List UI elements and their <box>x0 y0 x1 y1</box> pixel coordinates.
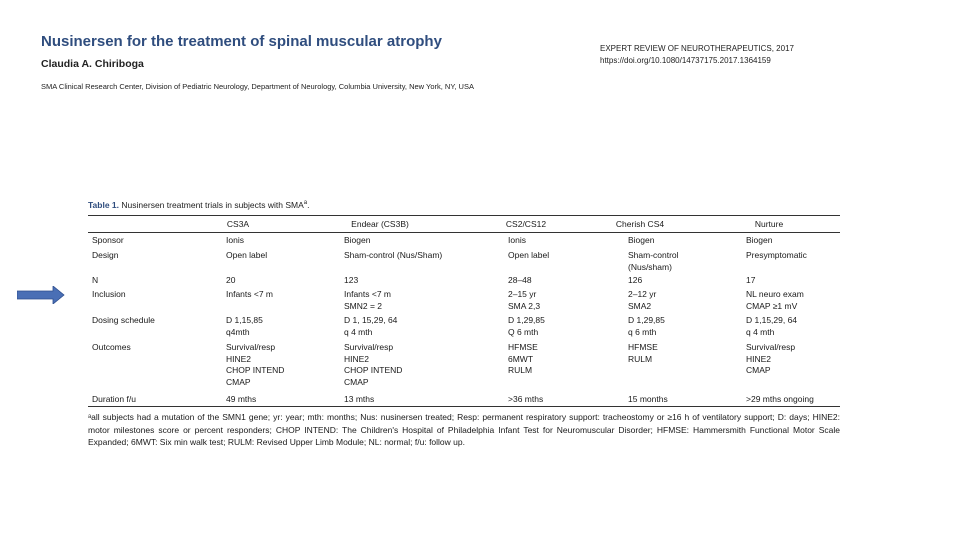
table-cell: Survival/resp HINE2 CHOP INTEND CMAP <box>344 342 403 387</box>
table-cell: Presymptomatic <box>746 250 807 260</box>
doi-link: https://doi.org/10.1080/14737175.2017.1364159 <box>600 56 771 65</box>
table-cell: Biogen <box>628 235 655 245</box>
table-cell: 13 mths <box>344 394 375 404</box>
author-affiliation: SMA Clinical Research Center, Division of Pediatric Neurology, Department of Neurology, Columbia University, New York, NY, USA <box>41 82 474 91</box>
table-cell: Biogen <box>746 235 773 245</box>
table-cell: HFMSE RULM <box>628 342 658 364</box>
journal-name: EXPERT REVIEW OF NEUROTHERAPEUTICS, 2017 <box>600 44 794 53</box>
table-cell: D 1,29,85 Q 6 mth <box>508 315 545 337</box>
table-caption-superscript: a <box>303 200 308 207</box>
table-header-rule <box>88 232 840 233</box>
table-cell: 2–15 yr SMA 2,3 <box>508 289 541 311</box>
table-cell: NL neuro exam CMAP ≥1 mV <box>746 289 804 311</box>
table-cell: Biogen <box>344 235 371 245</box>
table-cell: Sham-control (Nus/Sham) <box>344 250 443 260</box>
table-cell: Sham-control (Nus/sham) <box>628 250 679 272</box>
row-label: Sponsor <box>92 235 124 245</box>
row-label: Design <box>92 250 119 260</box>
table-caption-text: Nusinersen treatment trials in subjects with SMA <box>121 200 304 210</box>
table-cell: HFMSE 6MWT RULM <box>508 342 538 375</box>
table-cell: 123 <box>344 275 359 285</box>
column-header: CS3A <box>226 219 250 229</box>
row-label: N <box>92 275 99 285</box>
table-cell: Survival/resp HINE2 CHOP INTEND CMAP <box>226 342 285 387</box>
table-cell: 15 months <box>628 394 668 404</box>
table-cell: Open label <box>226 250 268 260</box>
table-label: Table 1. <box>88 200 120 210</box>
row-label: Dosing schedule <box>92 315 155 325</box>
pointer-arrow-icon <box>17 286 65 304</box>
table-cell: D 1,15,29, 64 q 4 mth <box>746 315 798 337</box>
table-cell: D 1,15,85 q4mth <box>226 315 263 337</box>
table-cell: 126 <box>628 275 643 285</box>
table-cell: 17 <box>746 275 756 285</box>
table-cell: 20 <box>226 275 236 285</box>
journal-citation <box>600 43 794 67</box>
table-cell: Infants <7 m SMN2 = 2 <box>344 289 392 311</box>
table-cell: Open label <box>508 250 550 260</box>
table-cell: Ionis <box>226 235 244 245</box>
column-header: Cherish CS4 <box>615 219 665 229</box>
table-cell: >36 mths <box>508 394 544 404</box>
table-cell: D 1,29,85 q 6 mth <box>628 315 665 337</box>
table-cell: Ionis <box>508 235 526 245</box>
table-top-rule <box>88 215 840 216</box>
column-header: CS2/CS12 <box>505 219 547 229</box>
table-cell: 49 mths <box>226 394 257 404</box>
author-name: Claudia A. Chiriboga <box>41 58 144 70</box>
table-cell: D 1, 15,29, 64 q 4 mth <box>344 315 398 337</box>
column-header: Endear (CS3B) <box>351 219 409 229</box>
row-label: Outcomes <box>92 342 131 352</box>
table-cell: >29 mths ongoing <box>746 394 814 404</box>
paper-title: Nusinersen for the treatment of spinal muscular atrophy <box>41 33 442 50</box>
table-cell: Infants <7 m <box>226 289 274 299</box>
table-bottom-rule <box>88 406 840 407</box>
table-caption: Table 1. Nusinersen treatment trials in subjects with SMA$^a$. <box>88 200 310 210</box>
table-cell: 28–48 <box>508 275 532 285</box>
table-cell: 2–12 yr SMA2 <box>628 289 657 311</box>
table-footnote: ᵃall subjects had a mutation of the SMN1 gene; yr: year; mth: months; Nus: nusinersen treated; Resp: permanent respiratory support: tracheostomy or ≥16 h of ventilatory support; D: days; HINE2: motor milestones score or percent responders; CHOP INTEND: The Children's Hospital of Philadelphia Infant Test for Neuromuscular Disorder; HFMSE: Hammersmith Functional Motor Scale Expanded; 6MWT: Six min walk test; RULM: Revised Upper Limb Module; NL: normal; f/u: follow up. <box>88 412 840 447</box>
row-label: Duration f/u <box>92 394 136 404</box>
column-header: Nurture <box>754 219 784 229</box>
table-cell: Survival/resp HINE2 CMAP <box>746 342 796 375</box>
row-label: Inclusion <box>92 289 126 299</box>
